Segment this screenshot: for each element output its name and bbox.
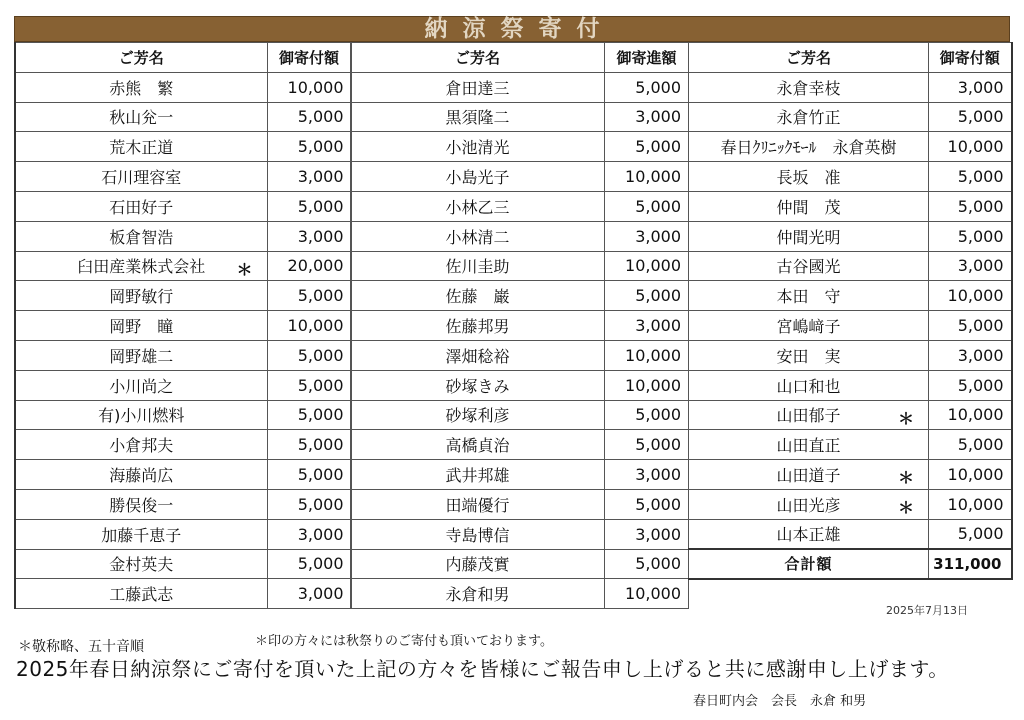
donor-name-cell xyxy=(351,162,605,192)
donor-name: 黒須隆二 xyxy=(445,108,510,128)
table-row xyxy=(15,340,351,370)
table-row xyxy=(351,579,689,609)
table-row xyxy=(351,430,689,460)
donor-name-cell xyxy=(15,251,267,281)
donor-name-cell xyxy=(351,489,605,519)
table-row xyxy=(351,549,689,579)
donor-name: 寺島博信 xyxy=(445,525,510,545)
donation-amount: 5,000 xyxy=(267,460,351,490)
donation-amount: 5,000 xyxy=(267,132,351,162)
table-row xyxy=(689,72,1012,102)
amount-header: 御寄付額 xyxy=(267,43,351,73)
donor-name-cell xyxy=(351,251,605,281)
donor-name: 山本正雄 xyxy=(776,525,841,545)
donor-name-cell xyxy=(689,251,929,281)
name-header: ご芳名 xyxy=(689,43,929,73)
donation-amount: 5,000 xyxy=(929,370,1012,400)
donor-name: 本田 守 xyxy=(776,287,841,307)
table-row xyxy=(689,370,1012,400)
total-row xyxy=(689,549,1012,579)
table-row xyxy=(689,460,1012,490)
donor-name: 加藤千恵子 xyxy=(101,525,182,545)
table-row xyxy=(15,400,351,430)
donor-name: 安田 実 xyxy=(776,346,841,366)
donor-name-cell xyxy=(15,102,267,132)
donation-amount: 3,000 xyxy=(267,162,351,192)
donor-name-cell xyxy=(15,579,267,609)
donation-amount: 5,000 xyxy=(929,191,1012,221)
page-title: 納涼祭寄付 xyxy=(14,16,1010,42)
donation-amount: 10,000 xyxy=(605,251,689,281)
table-row xyxy=(15,519,351,549)
donor-name: 岡野敏行 xyxy=(109,287,174,307)
donor-name-cell xyxy=(15,489,267,519)
table-row xyxy=(351,311,689,341)
donation-amount: 5,000 xyxy=(929,162,1012,192)
donor-name-cell xyxy=(351,519,605,549)
donor-name: 澤畑稔裕 xyxy=(445,346,510,366)
donor-name-cell xyxy=(351,400,605,430)
donor-name-cell xyxy=(689,370,929,400)
signature: 春日町内会 会長 永倉 和男 xyxy=(693,694,867,709)
donation-amount: 10,000 xyxy=(929,400,1012,430)
donor-name-cell xyxy=(15,460,267,490)
donor-name: 勝俣俊一 xyxy=(109,495,174,515)
donation-amount: 5,000 xyxy=(267,102,351,132)
table-row xyxy=(15,460,351,490)
donor-name: 高橋貞治 xyxy=(445,436,510,456)
mark-note: ＊印の方々には秋祭りのご寄付も頂いております。 xyxy=(255,634,553,649)
table-row xyxy=(351,460,689,490)
donor-name: 山田道子 xyxy=(776,466,841,486)
amount-header: 御寄進額 xyxy=(605,43,689,73)
table-row xyxy=(689,340,1012,370)
donor-name: 宮嶋﨑子 xyxy=(776,317,841,337)
donation-amount: 10,000 xyxy=(605,370,689,400)
donation-amount: 10,000 xyxy=(605,340,689,370)
donation-amount: 5,000 xyxy=(605,549,689,579)
table-row xyxy=(351,221,689,251)
donor-name-cell xyxy=(689,191,929,221)
donor-name-cell xyxy=(15,370,267,400)
donation-amount: 20,000 xyxy=(267,251,351,281)
table-row xyxy=(15,191,351,221)
table-row xyxy=(689,132,1012,162)
table-row xyxy=(689,191,1012,221)
table-row xyxy=(15,221,351,251)
donor-name: 板倉智浩 xyxy=(109,227,174,247)
donor-name: 小倉邦夫 xyxy=(109,436,174,456)
table-row xyxy=(15,430,351,460)
donor-name-cell xyxy=(351,72,605,102)
table-row xyxy=(15,162,351,192)
table-row xyxy=(689,430,1012,460)
donation-amount: 5,000 xyxy=(929,221,1012,251)
donor-name-cell xyxy=(351,340,605,370)
donor-name-cell xyxy=(351,311,605,341)
table-row xyxy=(351,519,689,549)
donation-amount: 5,000 xyxy=(267,549,351,579)
donation-amount: 5,000 xyxy=(605,400,689,430)
donation-amount: 5,000 xyxy=(929,102,1012,132)
donor-name: 山田直正 xyxy=(776,436,841,456)
donor-name: 田端優行 xyxy=(445,495,510,515)
donor-name-cell xyxy=(15,281,267,311)
donation-amount: 5,000 xyxy=(267,400,351,430)
donation-amount: 10,000 xyxy=(605,579,689,609)
table-row xyxy=(351,489,689,519)
table-row xyxy=(351,132,689,162)
donor-name-cell xyxy=(689,102,929,132)
table-row xyxy=(15,281,351,311)
total-label: 合計額 xyxy=(689,549,929,579)
donor-name-cell xyxy=(15,340,267,370)
donor-name-cell xyxy=(689,400,929,430)
donor-name: 小池清光 xyxy=(445,138,510,158)
donation-amount: 5,000 xyxy=(267,191,351,221)
donor-name: 小川尚之 xyxy=(109,376,174,396)
donor-name-cell xyxy=(351,549,605,579)
donation-amount: 10,000 xyxy=(605,162,689,192)
donor-name-cell xyxy=(351,460,605,490)
donation-amount: 3,000 xyxy=(929,72,1012,102)
amount-header: 御寄付額 xyxy=(929,43,1012,73)
donor-name: 赤熊 繁 xyxy=(109,78,174,98)
donation-amount: 5,000 xyxy=(605,72,689,102)
donation-amount: 5,000 xyxy=(605,191,689,221)
donor-name-cell xyxy=(15,162,267,192)
donation-amount: 3,000 xyxy=(929,340,1012,370)
table-row xyxy=(351,102,689,132)
donation-amount: 5,000 xyxy=(267,489,351,519)
donor-name-cell xyxy=(689,311,929,341)
table-row xyxy=(15,311,351,341)
donor-name-cell xyxy=(689,281,929,311)
table-row xyxy=(15,102,351,132)
donation-amount: 3,000 xyxy=(605,311,689,341)
donation-amount: 3,000 xyxy=(267,221,351,251)
donation-amount: 10,000 xyxy=(929,132,1012,162)
donor-name-cell xyxy=(689,162,929,192)
donor-name-cell xyxy=(15,221,267,251)
donor-name-cell xyxy=(15,400,267,430)
donor-name: 小林清二 xyxy=(445,227,510,247)
donor-name: 岡野 瞳 xyxy=(109,317,174,337)
donation-amount: 5,000 xyxy=(267,281,351,311)
donor-name-cell xyxy=(351,132,605,162)
donor-name-cell xyxy=(15,549,267,579)
donor-name-cell xyxy=(15,72,267,102)
donation-amount: 5,000 xyxy=(605,281,689,311)
donation-amount: 10,000 xyxy=(929,489,1012,519)
autumn-donor-mark: ＊ xyxy=(897,468,914,488)
total-amount: 311,000 xyxy=(929,549,1012,579)
donor-name-cell xyxy=(15,191,267,221)
donor-name: 永倉竹正 xyxy=(776,108,841,128)
donation-amount: 5,000 xyxy=(605,132,689,162)
donor-name: 永倉和男 xyxy=(445,585,510,605)
donation-amount: 3,000 xyxy=(267,519,351,549)
donor-name-cell xyxy=(689,519,929,549)
table-row xyxy=(689,102,1012,132)
donor-name: 仲間光明 xyxy=(776,227,841,247)
autumn-donor-mark: ＊ xyxy=(897,497,914,517)
table-row xyxy=(689,519,1012,549)
donor-name: 古谷國光 xyxy=(776,257,841,277)
donor-name: 小島光子 xyxy=(445,168,510,188)
donation-amount: 5,000 xyxy=(929,430,1012,460)
donor-name-cell xyxy=(15,311,267,341)
donation-amount: 3,000 xyxy=(267,579,351,609)
donation-amount: 10,000 xyxy=(267,72,351,102)
table-row xyxy=(351,72,689,102)
donor-table-3 xyxy=(688,42,1013,580)
donor-name: 小林乙三 xyxy=(445,197,510,217)
donation-amount: 3,000 xyxy=(605,519,689,549)
donor-name: 山田郁子 xyxy=(776,406,841,426)
donation-amount: 5,000 xyxy=(605,430,689,460)
table-row xyxy=(351,281,689,311)
name-header: ご芳名 xyxy=(351,43,605,73)
table-row xyxy=(689,311,1012,341)
donor-name-cell xyxy=(351,191,605,221)
donor-name: 石田好子 xyxy=(109,197,174,217)
thanks-message: 2025年春日納涼祭にご寄付を頂いた上記の方々を皆様にご報告申し上げると共に感謝申し上げます。 xyxy=(16,657,949,681)
honorific-note: ＊敬称略、五十音順 xyxy=(18,639,144,655)
donation-amount: 3,000 xyxy=(605,102,689,132)
donor-name: 春日ｸﾘﾆｯｸﾓｰﾙ 永倉英樹 xyxy=(720,138,897,158)
autumn-donor-mark: ＊ xyxy=(236,259,253,279)
donation-amount: 3,000 xyxy=(605,460,689,490)
table-row xyxy=(689,162,1012,192)
donation-amount: 3,000 xyxy=(929,251,1012,281)
donor-name: 金村英夫 xyxy=(109,555,174,575)
donor-name-cell xyxy=(15,132,267,162)
table-row xyxy=(15,549,351,579)
donor-name: 荒木正道 xyxy=(109,138,174,158)
table-row xyxy=(15,132,351,162)
table-row xyxy=(689,281,1012,311)
donation-amount: 3,000 xyxy=(605,221,689,251)
table-row xyxy=(351,191,689,221)
donor-name-cell xyxy=(351,221,605,251)
donation-amount: 5,000 xyxy=(929,519,1012,549)
donor-name-cell xyxy=(689,430,929,460)
table-row xyxy=(689,251,1012,281)
donor-name: 砂塚きみ xyxy=(445,376,510,396)
table-row xyxy=(15,251,351,281)
donor-name: 仲間 茂 xyxy=(776,197,841,217)
donor-name: 臼田産業株式会社 xyxy=(77,257,206,277)
donor-name: 山口和也 xyxy=(776,376,841,396)
donor-name: 石川理容室 xyxy=(101,168,182,188)
donor-name-cell xyxy=(15,430,267,460)
table-row xyxy=(689,489,1012,519)
donor-name: 海藤尚広 xyxy=(109,466,174,486)
donation-amount: 10,000 xyxy=(267,311,351,341)
donor-name: 有)小川燃料 xyxy=(98,406,185,426)
donation-amount: 5,000 xyxy=(267,340,351,370)
donation-amount: 5,000 xyxy=(267,430,351,460)
donor-name: 武井邦雄 xyxy=(445,466,510,486)
donor-name: 砂塚利彦 xyxy=(445,406,510,426)
donor-name-cell xyxy=(689,340,929,370)
table-row xyxy=(351,162,689,192)
date-label: 2025年7月13日 xyxy=(886,604,968,617)
autumn-donor-mark: ＊ xyxy=(897,408,914,428)
donation-amount: 10,000 xyxy=(929,281,1012,311)
donor-name: 佐藤 巌 xyxy=(445,287,510,307)
donor-name-cell xyxy=(689,460,929,490)
donor-name-cell xyxy=(351,430,605,460)
donor-name-cell xyxy=(351,579,605,609)
donor-name-cell xyxy=(351,281,605,311)
donor-name: 秋山兊一 xyxy=(109,108,174,128)
table-row xyxy=(15,370,351,400)
table-row xyxy=(689,400,1012,430)
donation-amount: 5,000 xyxy=(267,370,351,400)
donor-table-2 xyxy=(350,42,689,609)
donation-amount: 5,000 xyxy=(929,311,1012,341)
donor-name: 倉田達三 xyxy=(445,78,510,98)
table-row xyxy=(689,221,1012,251)
donor-name-cell xyxy=(15,519,267,549)
donor-name-cell xyxy=(689,221,929,251)
donor-name: 長坂 准 xyxy=(776,168,841,188)
table-row xyxy=(351,400,689,430)
donor-name: 岡野雄二 xyxy=(109,346,174,366)
donor-name: 佐藤邦男 xyxy=(445,317,510,337)
donor-name-cell xyxy=(351,102,605,132)
table-row xyxy=(351,370,689,400)
table-row xyxy=(15,72,351,102)
table-row xyxy=(15,489,351,519)
table-row xyxy=(15,579,351,609)
donor-name: 内藤茂實 xyxy=(445,555,510,575)
table-row xyxy=(351,340,689,370)
donor-name-cell xyxy=(689,132,929,162)
name-header: ご芳名 xyxy=(15,43,267,73)
donor-name: 永倉幸枝 xyxy=(776,78,841,98)
donor-name: 工藤武志 xyxy=(109,585,174,605)
table-row xyxy=(351,251,689,281)
donor-name: 山田光彦 xyxy=(776,495,841,515)
donor-table-1 xyxy=(14,42,352,609)
donor-name-cell xyxy=(351,370,605,400)
donor-name: 佐川圭助 xyxy=(445,257,510,277)
donation-amount: 10,000 xyxy=(929,460,1012,490)
donation-amount: 5,000 xyxy=(605,489,689,519)
donor-name-cell xyxy=(689,72,929,102)
donor-name-cell xyxy=(689,489,929,519)
